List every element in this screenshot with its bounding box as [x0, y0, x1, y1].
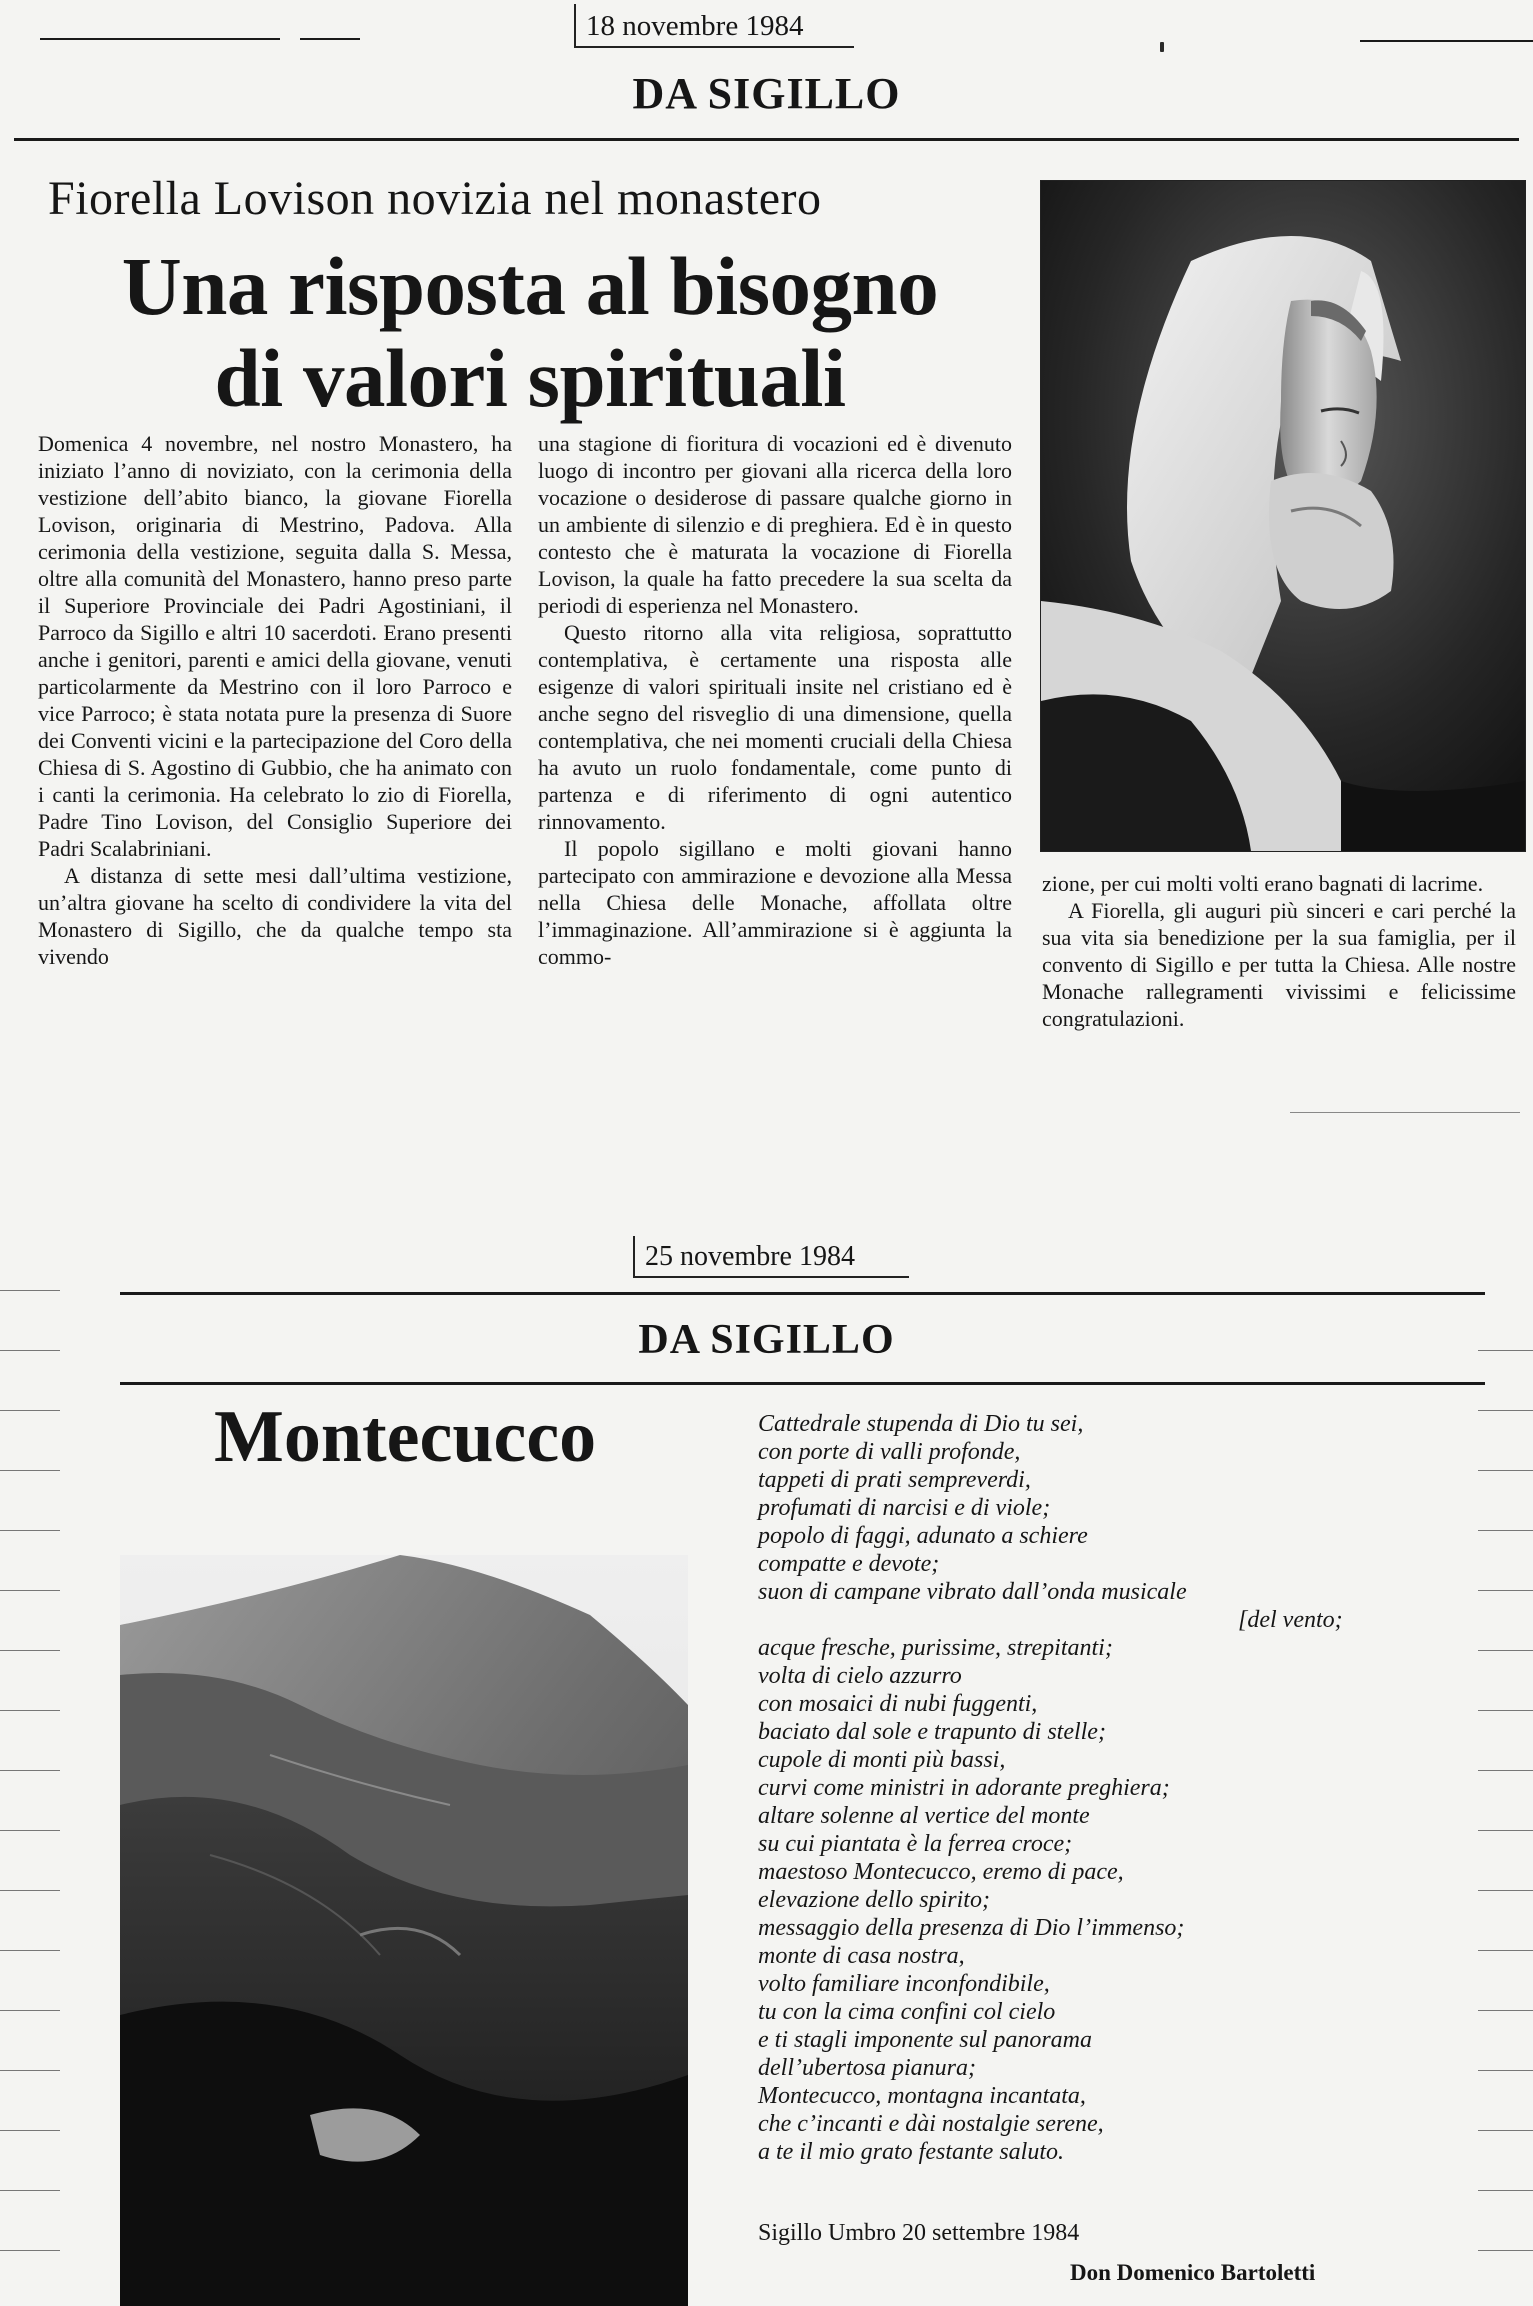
margin-line [0, 1290, 60, 1291]
article-title: Montecucco [214, 1396, 597, 1478]
margin-line [1478, 1650, 1533, 1651]
poem-line: curvi come ministri in adorante preghiera; [758, 1775, 1170, 1801]
poem-line: messaggio della presenza di Dio l’immenso; [758, 1915, 1185, 1941]
headline-line-2: di valori spirituali [214, 332, 846, 424]
margin-line [1478, 2010, 1533, 2011]
margin-line [0, 1890, 60, 1891]
masthead: DA SIGILLO [632, 69, 901, 118]
margin-line [0, 2130, 60, 2131]
poem-line: tappeti di prati sempreverdi, [758, 1467, 1031, 1493]
poem-line: volta di cielo azzurro [758, 1663, 962, 1689]
margin-line [0, 1530, 60, 1531]
poem-line: tu con la cima confini col cielo [758, 1999, 1056, 2025]
poem-line: altare solenne al vertice del monte [758, 1803, 1090, 1829]
paragraph: Il popolo sigillano e molti giovani hanno partecipato con ammirazione e devozione alla Messa nella Chiesa delle Monache, affollata oltre l’immaginazione. All’ammirazione si è aggiunta la commo- [538, 836, 1012, 969]
margin-line [0, 2250, 60, 2251]
masthead-rule [14, 138, 1519, 141]
margin-line [1478, 1590, 1533, 1591]
scan-speck [1160, 42, 1164, 52]
poem-line: a te il mio grato festante saluto. [758, 2139, 1064, 2165]
poem-line: [del vento; [1238, 1607, 1343, 1633]
headline-line-1: Una risposta al bisogno [121, 240, 939, 332]
poem-line: compatte e devote; [758, 1551, 940, 1577]
margin-line [0, 1350, 60, 1351]
margin-line [0, 2190, 60, 2191]
poem-line: Montecucco, montagna incantata, [758, 2083, 1086, 2109]
issue-date: 18 novembre 1984 [574, 4, 854, 48]
poem-line: baciato dal sole e trapunto di stelle; [758, 1719, 1106, 1745]
poem-line: acque fresche, purissime, strepitanti; [758, 1635, 1113, 1661]
poem-line: monte di casa nostra, [758, 1943, 965, 1969]
margin-line [1478, 1890, 1533, 1891]
place-date: Sigillo Umbro 20 settembre 1984 [758, 2220, 1080, 2246]
poem-line: che c’incanti e dài nostalgie serene, [758, 2111, 1104, 2137]
article-column-1 [38, 430, 512, 970]
paragraph: Domenica 4 novembre, nel nostro Monastero, ha iniziato l’anno di noviziato, con la cerimonia della vestizione dell’abito bianco, la giovane Fiorella Lovison, originaria di Mestrino, Padova. Alla cerimonia della vestizione, seguita dalla S. Messa, oltre alla comunità del Monastero, hanno preso parte il Superiore Provinciale dei Padri Agostiniani, il Parroco da Sigillo e altri 10 sacerdoti. Erano presenti anche i genitori, parenti e amici della giovane, venuti particolarmente da Mestrino con il loro Parroco e vice Parroco; è stata notata pure la presenza di Suore dei Conventi vicini e la partecipazione del Coro della Chiesa di S. Agostino di Gubbio, che ha animato con i canti la cerimonia. Ha celebrato lo zio di Fiorella, Padre Tino Lovison, del Consiglio Superiore dei Padri Scalabriniani. [38, 431, 512, 861]
margin-line [1478, 2250, 1533, 2251]
margin-line [1478, 1470, 1533, 1471]
poem-line: elevazione dello spirito; [758, 1887, 990, 1913]
margin-line [1478, 1830, 1533, 1831]
novice-photo [1040, 180, 1526, 852]
article-kicker: Fiorella Lovison novizia nel monastero [48, 172, 822, 225]
poem-line: su cui piantata è la ferrea croce; [758, 1831, 1073, 1857]
poem-line: popolo di faggi, adunato a schiere [758, 1523, 1088, 1549]
top-rule [120, 1292, 1485, 1295]
margin-line [0, 1410, 60, 1411]
poem-line: con porte di valli profonde, [758, 1439, 1021, 1465]
margin-line [0, 1470, 60, 1471]
poem-line: profumati di narcisi e di viole; [758, 1495, 1051, 1521]
poem-line: cupole di monti più bassi, [758, 1747, 1006, 1773]
masthead-rule [120, 1382, 1485, 1385]
margin-line [1478, 2070, 1533, 2071]
paragraph: Questo ritorno alla vita religiosa, soprattutto contemplativa, è certamente una risposta alle esigenze di valori spirituali insite nel cristiano ed è anche segno del risveglio di una dimensione, quella contemplativa, che nei momenti cruciali della Chiesa ha avuto un ruolo fondamentale, come punto di partenza e di riferimento di ogni autentico rinnovamento. [538, 620, 1012, 834]
paragraph: A distanza di sette mesi dall’ultima vestizione, un’altra giovane ha scelto di condividere la vita del Monastero di Sigillo, che da qualche tempo sta vivendo [38, 863, 512, 969]
margin-line [0, 1950, 60, 1951]
margin-line [1478, 1410, 1533, 1411]
margin-line [0, 1590, 60, 1591]
top-right-rule [1360, 40, 1533, 42]
poem-line: con mosaici di nubi fuggenti, [758, 1691, 1038, 1717]
poem-line: Cattedrale stupenda di Dio tu sei, [758, 1411, 1084, 1437]
poem-line: volto familiare inconfondibile, [758, 1971, 1050, 1997]
margin-line [0, 2070, 60, 2071]
margin-line [1478, 1350, 1533, 1351]
poem-line: suon di campane vibrato dall’onda musicale [758, 1579, 1187, 1605]
bottom-dotted-rule [1290, 1112, 1520, 1113]
article-headline [30, 240, 1030, 424]
margin-line [0, 1650, 60, 1651]
margin-line [1478, 1770, 1533, 1771]
paragraph: una stagione di fioritura di vocazioni ed è divenuto luogo di incontro per giovani alla ricerca della loro vocazione o desiderose di passare qualche giorno in un ambiente di silenzio e di preghiera. Ed è in questo contesto che è maturata la vocazione di Fiorella Lovison, la quale ha fatto precedere la sua scelta da periodi di esperienza nel Monastero. [538, 431, 1012, 618]
author-signature: Don Domenico Bartoletti [1070, 2260, 1316, 2285]
top-left-rule-short [300, 38, 360, 40]
poem-line: dell’ubertosa pianura; [758, 2055, 976, 2081]
margin-line [0, 1770, 60, 1771]
margin-line [0, 1830, 60, 1831]
article-column-3 [1042, 870, 1516, 1032]
poem [758, 1410, 1418, 2166]
margin-line [0, 1710, 60, 1711]
top-left-rule [40, 38, 280, 40]
montecucco-photo [120, 1555, 688, 2306]
margin-line [0, 2010, 60, 2011]
poem-line: e ti stagli imponente sul panorama [758, 2027, 1092, 2053]
paragraph: zione, per cui molti volti erano bagnati di lacrime. [1042, 871, 1484, 896]
poem-line: maestoso Montecucco, eremo di pace, [758, 1859, 1124, 1885]
issue-date: 25 novembre 1984 [633, 1236, 909, 1278]
article-column-2 [538, 430, 1012, 970]
margin-line [1478, 1950, 1533, 1951]
margin-line [1478, 2130, 1533, 2131]
margin-line [1478, 1710, 1533, 1711]
paragraph: A Fiorella, gli auguri più sinceri e cari perché la sua vita sia benedizione per la sua famiglia, per il convento di Sigillo e per tutta la Chiesa. Alle nostre Monache rallegramenti vivissimi e felicissime congratulazioni. [1042, 898, 1516, 1031]
masthead: DA SIGILLO [638, 1317, 895, 1363]
margin-line [1478, 2190, 1533, 2191]
margin-line [1478, 1530, 1533, 1531]
